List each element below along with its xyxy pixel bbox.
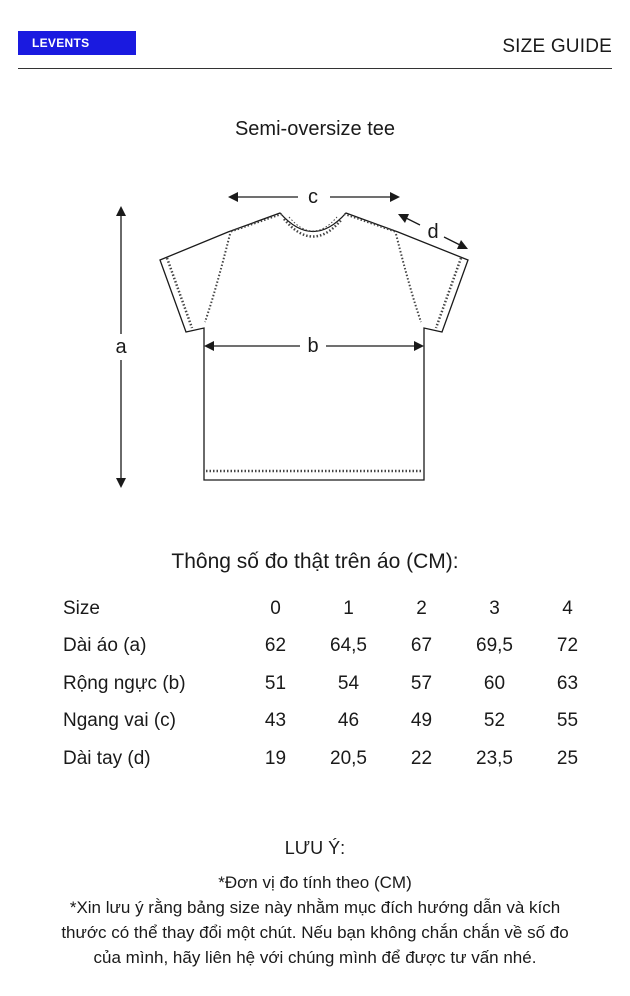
cell-value: 60 <box>483 672 506 694</box>
row-label: Rộng ngực (b) <box>63 672 186 694</box>
note-line: của mình, hãy liên hệ với chúng mình để được tư vấn nhé. <box>93 948 537 967</box>
tee-diagram <box>0 180 630 500</box>
cell-value: 57 <box>410 672 433 694</box>
size-table <box>63 590 604 778</box>
collar-stitch <box>284 219 342 237</box>
cell-value: 52 <box>483 710 506 732</box>
armhole-seam-left <box>205 234 230 322</box>
cell-value: 62 <box>264 635 287 657</box>
cell-value: 54 <box>337 672 360 694</box>
cell-value: 63 <box>556 672 579 694</box>
cell-value: 49 <box>410 710 433 732</box>
size-header: 4 <box>562 597 573 619</box>
size-header: 3 <box>489 597 500 619</box>
sleeve-hem-right <box>436 258 461 328</box>
size-header: 0 <box>270 597 281 619</box>
shoulder-seam-right <box>344 214 396 232</box>
product-title: Semi-oversize tee <box>234 118 396 140</box>
cell-value: 55 <box>556 710 579 732</box>
size-header: 1 <box>343 597 354 619</box>
table-row <box>63 740 604 778</box>
label-c: c <box>308 186 318 208</box>
row-label: Dài áo (a) <box>63 635 147 657</box>
label-d: d <box>427 221 439 243</box>
page-title: SIZE GUIDE <box>502 36 612 57</box>
cell-value: 23,5 <box>476 747 513 769</box>
cell-value: 43 <box>264 710 287 732</box>
table-row <box>63 665 604 703</box>
note-line: thước có thể thay đổi một chút. Nếu bạn không chắn chắn về số đo <box>61 923 569 942</box>
row-label: Ngang vai (c) <box>63 710 176 732</box>
note-line: *Xin lưu ý rằng bảng size này nhằm mục đích hướng dẫn và kích <box>69 898 561 917</box>
shoulder-seam-left <box>230 214 282 232</box>
note-line: *Đơn vị đo tính theo (CM) <box>218 873 412 892</box>
label-b: b <box>307 335 319 357</box>
row-label: Dài tay (d) <box>63 747 151 769</box>
cell-value: 19 <box>264 747 287 769</box>
sleeve-hem-left <box>167 258 192 328</box>
cell-value: 25 <box>556 747 579 769</box>
header-label: Size <box>63 597 100 619</box>
size-header: 2 <box>416 597 427 619</box>
cell-value: 46 <box>337 710 360 732</box>
table-row <box>63 628 604 666</box>
collar-stitch-inner <box>289 217 337 231</box>
label-a: a <box>115 336 127 358</box>
note-title: LƯU Ý: <box>284 838 346 858</box>
cell-value: 22 <box>410 747 433 769</box>
table-header-row <box>63 590 604 628</box>
cell-value: 20,5 <box>330 747 367 769</box>
brand-logo: LEVENTS <box>18 31 136 55</box>
spec-title: Thông số đo thật trên áo (CM): <box>171 550 459 573</box>
cell-value: 51 <box>264 672 287 694</box>
cell-value: 64,5 <box>330 635 367 657</box>
header-divider <box>18 68 612 69</box>
cell-value: 67 <box>410 635 433 657</box>
armhole-seam-right <box>396 234 421 322</box>
table-row <box>63 703 604 741</box>
cell-value: 69,5 <box>476 635 513 657</box>
cell-value: 72 <box>556 635 579 657</box>
